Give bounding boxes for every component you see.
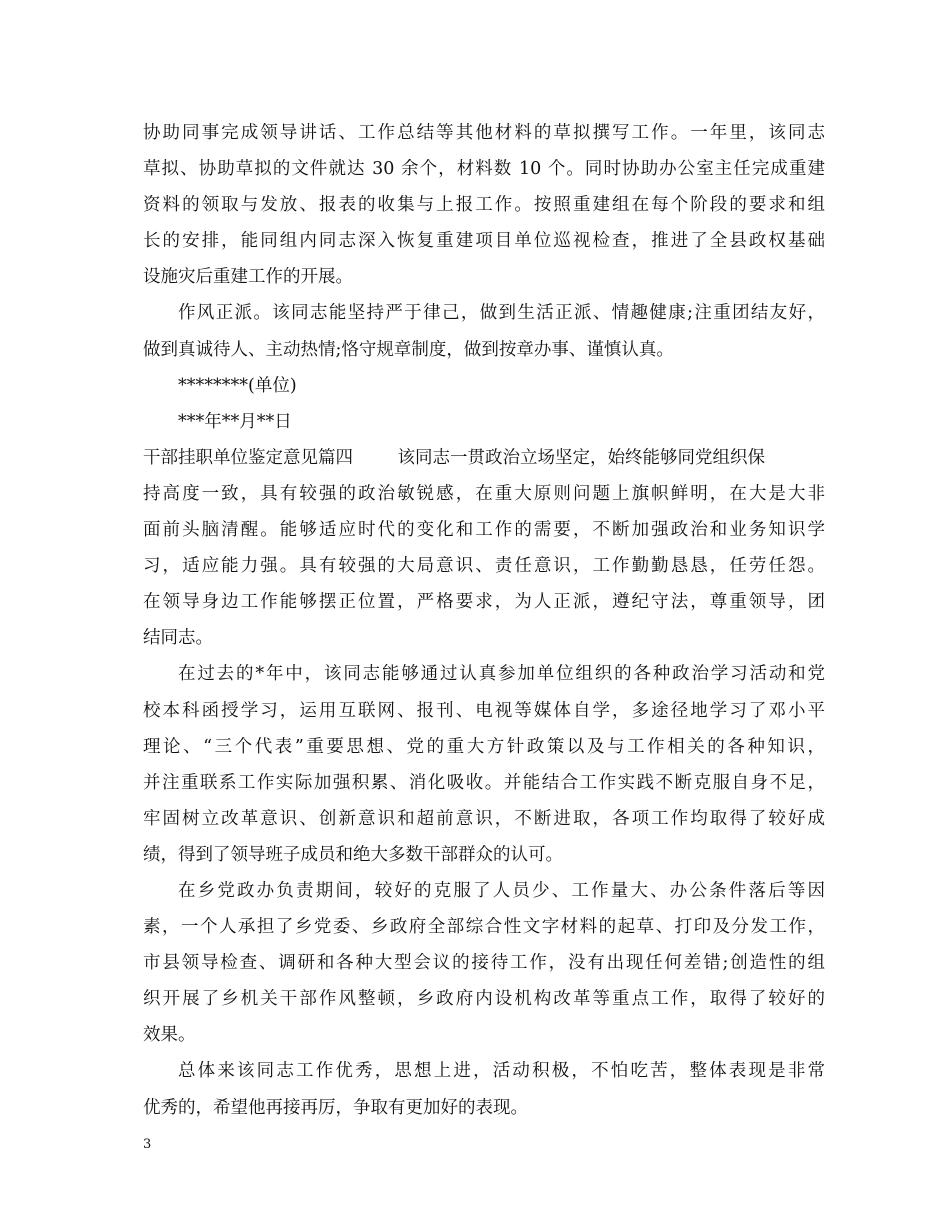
paragraph-first-line: 在过去的*年中，该同志能够通过认真参加单位组织的各种政治学习活动和党: [178, 664, 825, 685]
signature-unit: ********(单位): [178, 375, 297, 396]
signature-date: ***年**月**日: [178, 411, 292, 432]
paragraph-first-line: 总体来该同志工作优秀，思想上进，活动积极，不怕吃苦，整体表现是非常: [178, 1061, 825, 1082]
text-line: 结同志。: [143, 628, 213, 649]
text-line: 绩，得到了领导班子成员和绝大多数干部群众的认可。: [143, 844, 563, 865]
text-line: 做到真诚待人、主动热情;恪守规章制度，做到按章办事、谨慎认真。: [143, 339, 674, 360]
text-line: 草拟、协助草拟的文件就达 30 余个，材料数 10 个。同时协助办公室主任完成重建: [143, 159, 825, 180]
text-line: 协助同事完成领导讲话、工作总结等其他材料的草拟撰写工作。一年里，该同志: [143, 123, 825, 143]
paragraph-first-line: 在乡党政办负责期间，较好的克服了人员少、工作量大、办公条件落后等因: [178, 880, 825, 901]
text-line: 长的安排，能同组内同志深入恢复重建项目单位巡视检查，推进了全县政权基础: [143, 231, 825, 252]
text-line: 理论、“三个代表”重要思想、党的重大方针政策以及与工作相关的各种知识，: [143, 736, 825, 757]
text-line: 设施灾后重建工作的开展。: [143, 267, 353, 288]
text-line: 习，适应能力强。具有较强的大局意识、责任意识，工作勤勤恳恳，任劳任怨。: [143, 556, 825, 577]
paragraph-first-line: 作风正派。该同志能坚持严于律己，做到生活正派、情趣健康;注重团结友好，: [178, 303, 825, 324]
page-number: 3: [143, 1137, 152, 1152]
text-line: 素，一个人承担了乡党委、乡政府全部综合性文字材料的起草、打印及分发工作，: [143, 917, 825, 938]
text-line: 并注重联系工作实际加强积累、消化吸收。并能结合工作实践不断克服自身不足，: [143, 772, 825, 793]
text-line: 牢固树立改革意识、创新意识和超前意识，不断进取，各项工作均取得了较好成: [143, 808, 825, 829]
document-body: [143, 115, 825, 1126]
text-line: 持高度一致，具有较强的政治敏锐感，在重大原则问题上旗帜鲜明，在大是大非: [143, 483, 825, 504]
section-heading-line: 干部挂职单位鉴定意见篇四 该同志一贯政治立场坚定，始终能够同党组织保: [143, 447, 765, 468]
text-line: 校本科函授学习，运用互联网、报刊、电视等媒体自学，多途径地学习了邓小平: [143, 700, 825, 721]
text-line: 资料的领取与发放、报表的收集与上报工作。按照重建组在每个阶段的要求和组: [143, 195, 825, 216]
text-line: 优秀的，希望他再接再厉，争取有更加好的表现。: [143, 1097, 528, 1118]
text-line: 在领导身边工作能够摆正位置，严格要求，为人正派，遵纪守法，尊重领导，团: [143, 592, 825, 613]
text-line: 效果。: [143, 1025, 196, 1046]
text-line: 市县领导检查、调研和各种大型会议的接待工作，没有出现任何差错;创造性的组: [143, 953, 825, 974]
text-line: 面前头脑清醒。能够适应时代的变化和工作的需要，不断加强政治和业务知识学: [143, 520, 825, 541]
text-line: 织开展了乡机关干部作风整顿，乡政府内设机构改革等重点工作，取得了较好的: [143, 989, 825, 1010]
